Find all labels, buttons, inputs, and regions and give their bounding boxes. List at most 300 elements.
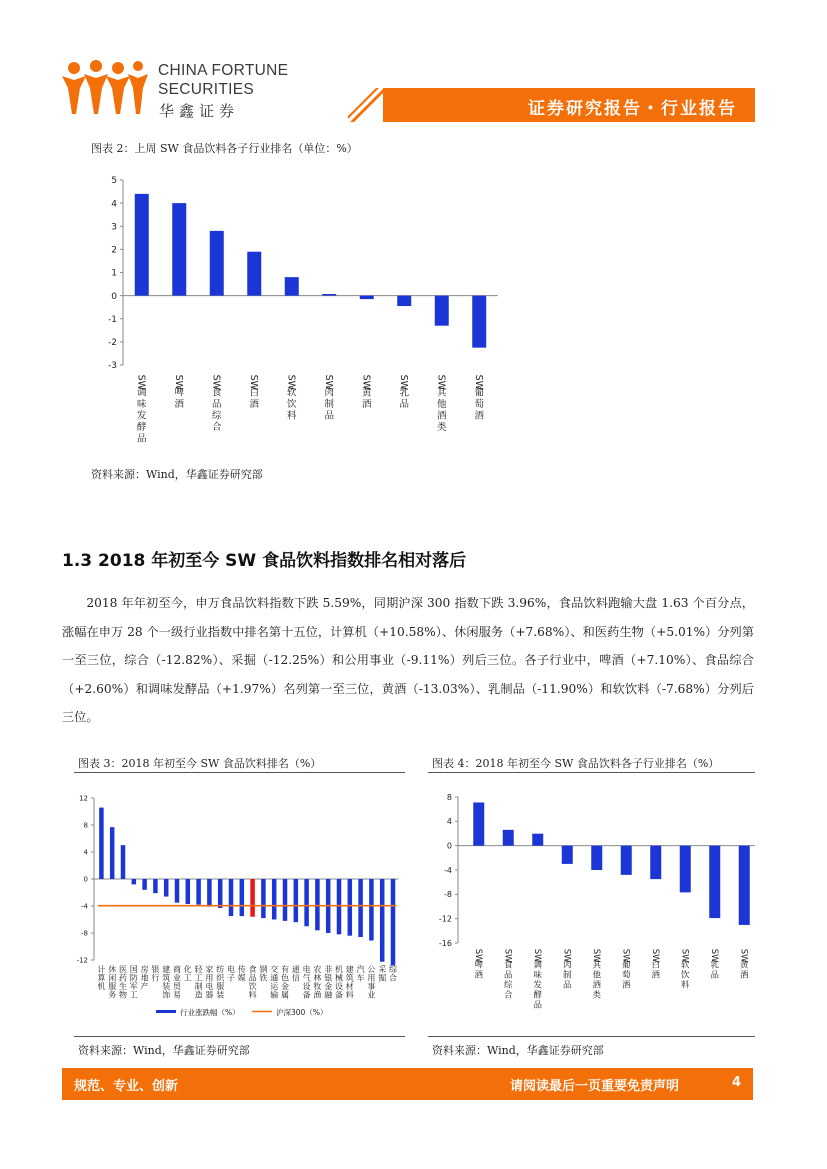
- svg-text:SW: SW: [531, 948, 542, 963]
- svg-text:萄: 萄: [621, 970, 631, 981]
- svg-text:属: 属: [281, 990, 289, 1000]
- bar-SW食品综合: [503, 830, 514, 846]
- y-tick-label: -1: [108, 314, 117, 325]
- legend-hs300-label: 沪深300（%）: [276, 1008, 328, 1017]
- svg-text:发: 发: [533, 980, 543, 991]
- logo-figures-icon: [60, 58, 150, 118]
- bar-家用电器: [207, 879, 212, 907]
- svg-text:发: 发: [136, 410, 147, 422]
- svg-text:其: 其: [592, 960, 602, 971]
- svg-text:机: 机: [97, 982, 106, 991]
- svg-text:料: 料: [680, 980, 690, 991]
- svg-text:药: 药: [119, 973, 127, 983]
- svg-text:交: 交: [270, 965, 279, 974]
- category-label-交通运输: [270, 964, 279, 1000]
- svg-text:信: 信: [291, 973, 300, 983]
- category-label-银行: [151, 964, 159, 983]
- svg-text:公: 公: [367, 965, 376, 974]
- bar-轻工制造: [196, 879, 201, 905]
- svg-text:银: 银: [324, 973, 333, 983]
- category-label-轻工制造: [195, 964, 204, 1000]
- y-tick-label: 1: [111, 268, 117, 279]
- y-tick-label: -4: [81, 902, 88, 911]
- svg-text:贸: 贸: [173, 982, 181, 991]
- svg-text:SW: SW: [472, 374, 484, 391]
- paragraph-text: 2018 年年初至今，申万食品饮料指数下跌 5.59%，同期沪深 300 指数下跌 3.96%，食品饮料跑输大盘 1.63 个百分点，涨幅在申万 28 个一级行业指数中排名第十五位，计算机（+10.58%）、休闲服务（+7.68%）、和医药生物（+5.01%）分列第一至三位，综合（-12.82%）、采掘（-12.25%）和公用事业（-9.11%）列后三位。各子行业中，啤酒（+7.10%）、食品综合（+2.60%）和调味发酵品（+1.97%）名列第一至三位，黄酒（-13.03%）、乳制品（-11.90%）和软饮料（-7.68%）分列后三位。: [62, 596, 754, 724]
- bar-SW乳品: [397, 296, 411, 306]
- bar-SW黄酒: [360, 296, 374, 299]
- svg-text:黄: 黄: [739, 960, 749, 971]
- bar-钢铁: [261, 879, 266, 918]
- svg-text:酒: 酒: [249, 398, 260, 410]
- figure3-chart: [74, 782, 405, 1022]
- category-label-休闲服务: [108, 964, 116, 1000]
- category-label-SW乳品: [398, 375, 410, 410]
- bar-农林牧渔: [315, 879, 320, 930]
- svg-text:物: 物: [119, 990, 127, 1000]
- svg-text:易: 易: [173, 990, 181, 1000]
- category-label-SW软饮料: [285, 375, 297, 422]
- figure4-chart: [428, 782, 755, 1022]
- svg-text:综: 综: [211, 410, 222, 422]
- svg-text:车: 车: [356, 973, 365, 983]
- svg-text:SW: SW: [360, 374, 372, 391]
- category-label-汽车: [357, 964, 365, 983]
- svg-text:军: 军: [129, 982, 138, 991]
- svg-text:业: 业: [173, 973, 181, 983]
- bar-医药生物: [121, 845, 126, 879]
- section-paragraph: [62, 589, 754, 732]
- svg-text:电: 电: [205, 982, 214, 991]
- y-tick-label: -16: [438, 938, 452, 948]
- svg-text:地: 地: [140, 973, 149, 983]
- bar-SW白酒: [650, 846, 661, 879]
- svg-text:采: 采: [378, 965, 387, 974]
- logo-text-en-2: SECURITIES: [158, 81, 255, 98]
- svg-text:食: 食: [211, 387, 222, 399]
- y-tick-label: 4: [446, 817, 452, 827]
- category-label-机械设备: [335, 964, 343, 1000]
- svg-text:酒: 酒: [474, 970, 484, 981]
- svg-text:装: 装: [162, 982, 171, 991]
- svg-text:业: 业: [367, 990, 376, 1000]
- svg-text:合: 合: [503, 990, 513, 1001]
- category-label-国防军工: [130, 965, 138, 1000]
- svg-text:品: 品: [710, 970, 720, 981]
- bar-建筑装饰: [164, 879, 169, 897]
- svg-text:设: 设: [335, 982, 343, 991]
- bar-SW软饮料: [285, 277, 299, 296]
- y-tick-label: 8: [446, 792, 452, 802]
- svg-text:品: 品: [324, 410, 335, 422]
- svg-text:器: 器: [205, 990, 214, 1000]
- svg-text:轻: 轻: [194, 965, 203, 974]
- svg-text:酒: 酒: [436, 410, 447, 422]
- page-number: 4: [732, 1075, 742, 1090]
- y-tick-label: 0: [446, 841, 452, 851]
- svg-text:家: 家: [205, 965, 214, 974]
- svg-text:产: 产: [140, 982, 149, 991]
- svg-text:计: 计: [97, 965, 106, 974]
- bar-电气设备: [304, 879, 309, 926]
- svg-text:设: 设: [302, 982, 311, 991]
- svg-text:SW: SW: [285, 374, 297, 391]
- svg-text:非: 非: [324, 965, 333, 974]
- svg-text:SW: SW: [679, 948, 690, 963]
- category-label-SW软饮料: [679, 949, 690, 991]
- svg-text:调: 调: [533, 960, 543, 971]
- y-tick-label: 4: [111, 199, 117, 210]
- svg-text:制: 制: [324, 398, 335, 410]
- svg-text:制: 制: [562, 970, 572, 981]
- bar-纺织服装: [218, 879, 223, 908]
- svg-text:休: 休: [108, 965, 117, 974]
- svg-text:SW: SW: [135, 374, 147, 391]
- bar-通信: [294, 879, 299, 922]
- y-tick-label: -12: [438, 914, 452, 924]
- svg-text:葡: 葡: [621, 960, 631, 971]
- svg-text:葡: 葡: [474, 387, 485, 399]
- bar-交通运输: [272, 879, 277, 920]
- svg-text:金: 金: [324, 982, 333, 991]
- y-tick-label: 12: [79, 794, 88, 803]
- category-label-SW调味发酵品: [532, 949, 543, 1011]
- svg-text:SW: SW: [620, 948, 631, 963]
- svg-text:生: 生: [119, 982, 127, 991]
- svg-text:品: 品: [562, 980, 572, 991]
- category-label-计算机: [97, 964, 105, 991]
- figure4-source-divider: [428, 1036, 755, 1037]
- legend-industry-label: 行业涨跌幅（%）: [180, 1008, 240, 1017]
- svg-text:媒: 媒: [237, 973, 246, 983]
- bar-SW调味发酵品: [532, 834, 543, 846]
- svg-text:金: 金: [281, 982, 289, 991]
- svg-text:商: 商: [173, 965, 181, 974]
- category-label-SW葡萄酒: [473, 375, 485, 422]
- category-label-建筑装饰: [162, 964, 170, 1000]
- svg-text:肉: 肉: [324, 387, 335, 399]
- svg-text:子: 子: [227, 973, 235, 983]
- svg-text:传: 传: [237, 965, 246, 974]
- svg-text:电: 电: [227, 965, 235, 974]
- category-label-通信: [292, 964, 300, 983]
- bar-国防军工: [132, 879, 137, 884]
- svg-text:品: 品: [503, 970, 513, 981]
- category-label-SW白酒: [650, 949, 661, 981]
- svg-text:饮: 饮: [248, 982, 257, 991]
- svg-text:SW: SW: [322, 374, 334, 391]
- figure2-caption: 图表 2：上周 SW 食品饮料各子行业排名（单位：%）: [91, 142, 358, 155]
- category-label-SW肉制品: [323, 375, 335, 422]
- svg-text:制: 制: [194, 982, 203, 991]
- svg-text:品: 品: [136, 433, 147, 445]
- category-label-家用电器: [205, 964, 213, 1000]
- svg-text:啤: 啤: [474, 960, 484, 971]
- svg-text:织: 织: [216, 973, 225, 983]
- category-label-SW肉制品: [561, 949, 572, 991]
- category-label-SW啤酒: [473, 949, 484, 981]
- bar-SW调味发酵品: [135, 194, 149, 296]
- figure2-chart: [90, 168, 510, 448]
- bar-综合: [391, 879, 396, 966]
- svg-text:饮: 饮: [680, 970, 690, 981]
- category-label-钢铁: [259, 964, 267, 983]
- svg-text:铁: 铁: [259, 973, 268, 983]
- bar-采掘: [380, 879, 385, 962]
- svg-text:软: 软: [680, 960, 690, 971]
- category-label-公用事业: [367, 965, 375, 1000]
- svg-text:备: 备: [302, 990, 311, 1000]
- category-label-SW其他酒类: [435, 375, 447, 433]
- y-tick-label: 8: [83, 821, 88, 830]
- bar-机械设备: [337, 879, 342, 934]
- svg-text:输: 输: [270, 990, 279, 1000]
- svg-text:酒: 酒: [474, 410, 485, 422]
- category-label-化工: [184, 964, 192, 983]
- bar-汽车: [358, 879, 363, 937]
- category-label-非银金融: [324, 964, 333, 1000]
- svg-text:装: 装: [216, 990, 225, 1000]
- svg-text:服: 服: [108, 982, 117, 991]
- svg-text:SW: SW: [397, 374, 409, 391]
- svg-text:工: 工: [129, 990, 138, 1000]
- svg-text:料: 料: [345, 990, 354, 1000]
- svg-text:工: 工: [183, 973, 192, 983]
- category-label-综合: [389, 964, 398, 983]
- svg-text:SW: SW: [590, 948, 601, 963]
- svg-text:酵: 酵: [136, 421, 147, 433]
- svg-text:肉: 肉: [562, 960, 572, 971]
- svg-text:房: 房: [140, 965, 149, 974]
- svg-text:酒: 酒: [621, 980, 631, 991]
- svg-text:有: 有: [281, 965, 289, 974]
- footer-disclaimer-link[interactable]: 请阅读最后一页重要免责声明: [510, 1079, 680, 1094]
- bar-食品饮料: [250, 879, 255, 917]
- category-label-商业贸易: [173, 964, 182, 1000]
- svg-text:汽: 汽: [356, 965, 365, 974]
- svg-text:务: 务: [108, 990, 117, 1000]
- svg-text:牧: 牧: [313, 982, 322, 991]
- bar-SW葡萄酒: [621, 846, 632, 875]
- bar-SW其他酒类: [435, 296, 449, 326]
- svg-text:品: 品: [399, 398, 410, 410]
- bar-SW肉制品: [562, 846, 573, 864]
- category-label-SW食品综合: [210, 375, 222, 433]
- svg-text:工: 工: [194, 973, 203, 983]
- bar-建筑材料: [348, 879, 353, 936]
- y-tick-label: 0: [111, 291, 117, 302]
- header-stripes: [348, 88, 388, 122]
- figure4-divider: [428, 772, 755, 773]
- svg-text:纺: 纺: [216, 965, 225, 974]
- bar-有色金属: [283, 879, 288, 921]
- svg-text:他: 他: [436, 398, 447, 410]
- svg-text:SW: SW: [247, 374, 259, 391]
- svg-text:调: 调: [136, 387, 147, 399]
- svg-text:酒: 酒: [592, 980, 602, 991]
- svg-text:综: 综: [389, 965, 397, 974]
- svg-text:类: 类: [592, 990, 602, 1001]
- y-tick-label: 2: [111, 245, 117, 256]
- svg-text:啤: 啤: [174, 387, 185, 399]
- svg-text:味: 味: [136, 398, 147, 410]
- svg-text:SW: SW: [435, 374, 447, 391]
- bar-SW白酒: [247, 252, 261, 296]
- y-tick-label: -4: [444, 865, 452, 875]
- report-type-label: 证券研究报告・行业报告: [528, 99, 737, 119]
- svg-text:掘: 掘: [378, 973, 387, 983]
- svg-text:材: 材: [345, 982, 354, 991]
- svg-text:林: 林: [313, 973, 322, 983]
- footer-motto: 规范、专业、创新: [74, 1079, 179, 1094]
- svg-text:通: 通: [291, 965, 300, 974]
- svg-text:品: 品: [533, 1000, 543, 1011]
- svg-text:算: 算: [97, 973, 106, 983]
- svg-text:合: 合: [211, 421, 222, 433]
- svg-text:用: 用: [367, 973, 376, 983]
- svg-text:通: 通: [270, 973, 279, 983]
- report-banner: [383, 88, 755, 122]
- figure3-source-divider: [74, 1036, 405, 1037]
- svg-text:SW: SW: [472, 948, 483, 963]
- svg-text:防: 防: [129, 973, 138, 983]
- legend-bar-swatch: [156, 1010, 176, 1013]
- svg-text:渔: 渔: [313, 990, 322, 1000]
- bar-公用事业: [369, 879, 374, 940]
- figure3-source: 资料来源：Wind，华鑫证券研究部: [78, 1044, 250, 1057]
- bar-休闲服务: [110, 827, 115, 879]
- svg-text:SW: SW: [172, 374, 184, 391]
- svg-text:饰: 饰: [162, 990, 171, 1000]
- category-label-农林牧渔: [313, 964, 321, 1000]
- svg-text:SW: SW: [649, 948, 660, 963]
- svg-text:黄: 黄: [361, 387, 372, 399]
- svg-text:SW: SW: [561, 948, 572, 963]
- svg-text:国: 国: [129, 965, 138, 974]
- svg-text:酒: 酒: [361, 398, 372, 410]
- bar-SW其他酒类: [591, 846, 602, 870]
- category-label-纺织服装: [216, 964, 225, 1000]
- svg-text:化: 化: [183, 965, 192, 974]
- svg-text:料: 料: [248, 990, 257, 1000]
- svg-text:萄: 萄: [474, 398, 485, 410]
- bar-SW葡萄酒: [472, 296, 486, 348]
- svg-text:品: 品: [248, 973, 257, 983]
- svg-text:酒: 酒: [651, 970, 661, 981]
- svg-text:食: 食: [248, 965, 257, 974]
- bar-SW乳品: [709, 846, 720, 918]
- y-tick-label: -8: [444, 890, 452, 900]
- y-tick-label: 0: [83, 875, 88, 884]
- category-label-SW调味发酵品: [135, 375, 147, 445]
- svg-text:事: 事: [367, 982, 376, 991]
- svg-text:味: 味: [533, 970, 543, 981]
- category-label-SW食品综合: [502, 949, 513, 1001]
- category-label-SW其他酒类: [591, 949, 602, 1001]
- page-footer: [62, 1068, 753, 1100]
- category-label-医药生物: [119, 965, 127, 1000]
- category-label-SW乳品: [709, 949, 720, 981]
- svg-text:色: 色: [281, 973, 289, 983]
- svg-text:备: 备: [335, 990, 343, 1000]
- svg-text:械: 械: [335, 973, 343, 983]
- bar-化工: [186, 879, 191, 904]
- figure4-caption: 图表 4：2018 年初至今 SW 食品饮料各子行业排名（%）: [432, 757, 720, 770]
- logo-text-cn: 华鑫证券: [159, 102, 240, 120]
- svg-text:用: 用: [205, 973, 214, 983]
- category-label-食品饮料: [249, 964, 257, 1000]
- bar-SW肉制品: [322, 294, 336, 296]
- svg-text:乳: 乳: [710, 960, 720, 971]
- svg-text:酵: 酵: [533, 990, 543, 1001]
- svg-text:其: 其: [436, 387, 447, 399]
- y-tick-label: -12: [76, 956, 88, 965]
- y-tick-label: 4: [83, 848, 88, 857]
- category-label-SW啤酒: [173, 375, 185, 410]
- svg-text:建: 建: [345, 965, 354, 974]
- category-label-传媒: [238, 964, 246, 983]
- svg-text:电: 电: [302, 965, 311, 974]
- bar-SW软饮料: [680, 846, 691, 893]
- svg-text:农: 农: [313, 965, 322, 974]
- bar-SW啤酒: [473, 802, 484, 845]
- category-label-有色金属: [281, 964, 289, 1000]
- figure3-caption: 图表 3：2018 年初至今 SW 食品饮料排名（%）: [78, 757, 322, 770]
- svg-text:类: 类: [436, 421, 447, 433]
- svg-text:酒: 酒: [739, 970, 749, 981]
- category-label-SW黄酒: [360, 375, 372, 410]
- bar-SW黄酒: [739, 846, 750, 925]
- svg-text:白: 白: [651, 960, 661, 971]
- y-tick-label: 5: [111, 176, 117, 187]
- bar-电子: [229, 879, 234, 916]
- svg-text:服: 服: [216, 982, 225, 991]
- bar-房地产: [142, 879, 147, 890]
- company-logo: [60, 58, 150, 118]
- section-heading: 1.3 2018 年初至今 SW 食品饮料指数排名相对落后: [62, 551, 467, 571]
- svg-text:医: 医: [119, 965, 127, 974]
- y-tick-label: -2: [108, 338, 117, 349]
- category-label-SW白酒: [248, 375, 260, 410]
- figure3-divider: [74, 772, 405, 773]
- category-label-房地产: [141, 964, 149, 991]
- category-label-SW黄酒: [738, 949, 749, 981]
- svg-text:建: 建: [162, 965, 171, 974]
- figure2-source: 资料来源：Wind，华鑫证券研究部: [91, 468, 263, 481]
- bar-银行: [153, 879, 158, 893]
- svg-text:银: 银: [151, 965, 160, 974]
- y-tick-label: -3: [108, 361, 117, 372]
- bar-SW食品综合: [210, 231, 224, 296]
- category-label-建筑材料: [346, 964, 354, 1000]
- svg-text:钢: 钢: [259, 965, 268, 974]
- svg-text:合: 合: [389, 973, 397, 983]
- svg-text:气: 气: [302, 973, 311, 983]
- bar-传媒: [240, 879, 245, 916]
- bar-计算机: [99, 808, 104, 879]
- bar-SW啤酒: [172, 203, 186, 296]
- svg-text:白: 白: [249, 387, 260, 399]
- svg-text:乳: 乳: [399, 387, 410, 399]
- y-tick-label: 3: [111, 222, 117, 233]
- category-label-电子: [227, 964, 235, 983]
- svg-text:饮: 饮: [286, 398, 297, 410]
- svg-text:料: 料: [286, 410, 297, 422]
- svg-text:酒: 酒: [174, 398, 185, 410]
- svg-text:SW: SW: [738, 948, 749, 963]
- svg-text:SW: SW: [708, 948, 719, 963]
- svg-text:品: 品: [211, 398, 222, 410]
